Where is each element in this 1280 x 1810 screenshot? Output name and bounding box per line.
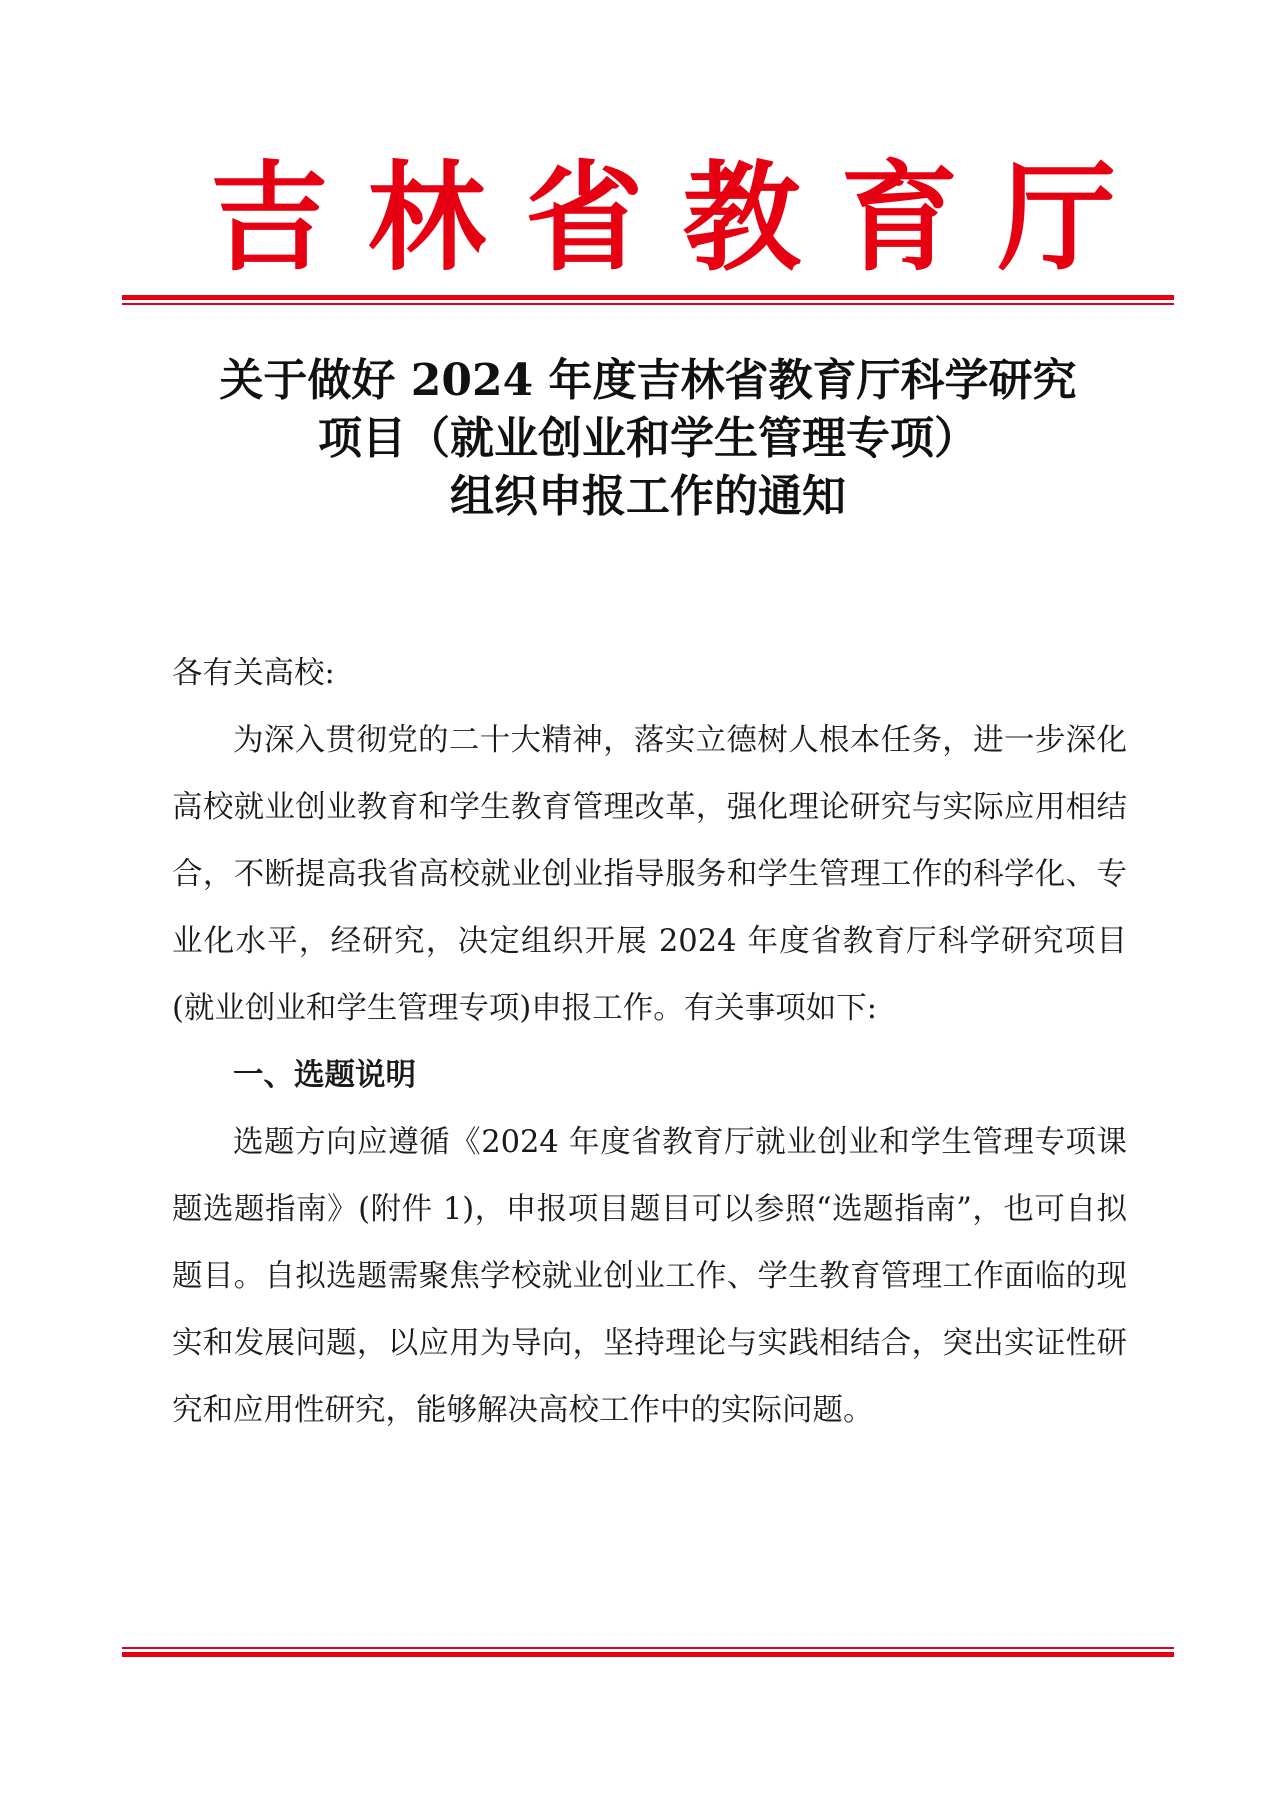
masthead-char: 吉: [210, 149, 329, 287]
footer-red-rule-thick: [122, 1652, 1174, 1657]
section-paragraph: 选题方向应遵循《2024 年度省教育厅就业创业和学生管理专项课题选题指南》(附件 1)，申报项目题目可以参照“选题指南”，也可自拟题目。自拟选题需聚焦学校就业创业工作、学生教育管理工作面临的现实和发展问题，以应用为导向，坚持理论与实践相结合，突出实证性研究和应用性研究，能够解决高校工作中的实际问题。: [172, 1125, 1127, 1428]
title-line: 组织申报工作的通知: [450, 471, 846, 522]
salutation: 各有关高校:: [172, 656, 335, 691]
title-line: 项目（就业创业和学生管理专项）: [318, 413, 978, 464]
header-red-rule-thick: [122, 295, 1174, 300]
header-red-rule-thin: [122, 303, 1174, 305]
footer-red-rule-thin: [122, 1647, 1174, 1649]
section-heading: 一、选题说明: [233, 1058, 416, 1093]
document-title: [122, 352, 1174, 526]
masthead-char: 育: [840, 149, 959, 287]
masthead-char: 厅: [997, 149, 1116, 287]
masthead-char: 教: [682, 149, 801, 287]
masthead-char: 林: [367, 149, 486, 287]
intro-paragraph: 为深入贯彻党的二十大精神，落实立德树人根本任务，进一步深化高校就业创业教育和学生教育管理改革，强化理论研究与实际应用相结合，不断提高我省高校就业创业指导服务和学生管理工作的科学化、专业化水平，经研究，决定组织开展 2024 年度省教育厅科学研究项目(就业创业和学生管理专项)申报工作。有关事项如下:: [172, 723, 1127, 1026]
masthead: [122, 148, 1174, 288]
masthead-char: 省: [525, 149, 644, 287]
document-body: [172, 640, 1127, 1444]
title-line: 关于做好 2024 年度吉林省教育厅科学研究: [219, 355, 1077, 406]
